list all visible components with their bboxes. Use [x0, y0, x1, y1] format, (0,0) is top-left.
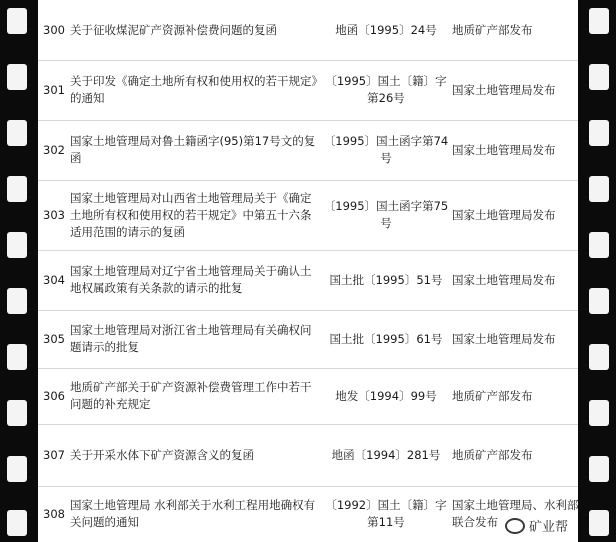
row-publisher: 国家土地管理局、水利部联合发布	[452, 498, 578, 529]
table-row	[38, 368, 578, 425]
row-title: 关于印发《确定土地所有权和使用权的若干规定》的通知	[70, 74, 318, 105]
row-document-number: 地函〔1995〕24号	[335, 22, 437, 37]
film-hole	[7, 400, 27, 426]
row-title: 地质矿产部关于矿产资源补偿费管理工作中若干问题的补充规定	[70, 380, 312, 411]
film-strip-right	[582, 0, 616, 542]
film-hole	[589, 232, 609, 258]
row-publisher: 国家土地管理局发布	[452, 272, 556, 287]
row-title: 国家土地管理局对浙江省土地管理局有关确权问题请示的批复	[70, 323, 312, 354]
document-table	[38, 0, 578, 542]
film-hole	[589, 344, 609, 370]
row-publisher: 地质矿产部发布	[452, 447, 533, 462]
table-row	[38, 424, 578, 487]
film-hole	[589, 120, 609, 146]
row-document-number: 〔1995〕国土〔籍〕字第26号	[325, 74, 447, 105]
row-publisher: 国家土地管理局发布	[452, 82, 556, 97]
row-document-number: 〔1992〕国土〔籍〕字第11号	[325, 498, 447, 529]
film-hole	[7, 510, 27, 536]
row-number: 303	[43, 207, 65, 222]
film-hole	[589, 8, 609, 34]
watermark	[501, 515, 572, 536]
row-number: 302	[43, 142, 65, 157]
film-hole	[7, 232, 27, 258]
row-number: 300	[43, 22, 65, 37]
row-publisher: 地质矿产部发布	[452, 22, 533, 37]
row-title: 国家土地管理局对山西省土地管理局关于《确定土地所有权和使用权的若干规定》中第五十六条适用范围的请示的复函	[70, 190, 312, 239]
film-hole	[589, 456, 609, 482]
watermark-text: 矿业帮	[528, 520, 568, 535]
row-title: 关于征收煤泥矿产资源补偿费问题的复函	[70, 22, 277, 37]
film-hole	[7, 120, 27, 146]
film-hole	[589, 400, 609, 426]
row-title: 国家土地管理局对辽宁省土地管理局关于确认土地权属政策有关条款的请示的批复	[70, 264, 312, 295]
film-hole	[7, 456, 27, 482]
film-hole	[7, 64, 27, 90]
row-document-number: 〔1995〕国土函字第75号	[323, 199, 449, 230]
row-number: 305	[43, 331, 65, 346]
table-row	[38, 180, 578, 251]
row-document-number: 地发〔1994〕99号	[335, 388, 437, 403]
row-document-number: 地函〔1994〕281号	[331, 447, 441, 462]
table-row	[38, 310, 578, 369]
film-hole	[7, 288, 27, 314]
film-hole	[589, 510, 609, 536]
row-number: 307	[43, 447, 65, 462]
row-document-number: 国土批〔1995〕51号	[329, 272, 443, 287]
film-hole	[589, 64, 609, 90]
wechat-icon	[505, 518, 525, 534]
row-number: 306	[43, 388, 65, 403]
film-hole	[7, 8, 27, 34]
row-document-number: 国土批〔1995〕61号	[329, 331, 443, 346]
table-row	[38, 60, 578, 121]
row-publisher: 国家土地管理局发布	[452, 331, 556, 346]
table-row	[38, 486, 578, 542]
row-number: 301	[43, 82, 65, 97]
table-row	[38, 250, 578, 311]
row-publisher: 地质矿产部发布	[452, 388, 533, 403]
row-document-number: 〔1995〕国土函字第74号	[323, 134, 449, 165]
row-number: 304	[43, 272, 65, 287]
row-number: 308	[43, 506, 65, 521]
row-title: 国家土地管理局对鲁土籍函字(95)第17号文的复函	[70, 134, 316, 165]
table-row	[38, 0, 578, 61]
table-row	[38, 120, 578, 181]
row-publisher: 国家土地管理局发布	[452, 142, 556, 157]
row-title: 关于开采水体下矿产资源含义的复函	[70, 447, 254, 462]
film-hole	[7, 344, 27, 370]
row-title: 国家土地管理局 水利部关于水利工程用地确权有关问题的通知	[70, 498, 316, 529]
film-hole	[589, 176, 609, 202]
film-strip-left	[0, 0, 34, 542]
film-hole	[7, 176, 27, 202]
row-publisher: 国家土地管理局发布	[452, 207, 556, 222]
film-hole	[589, 288, 609, 314]
